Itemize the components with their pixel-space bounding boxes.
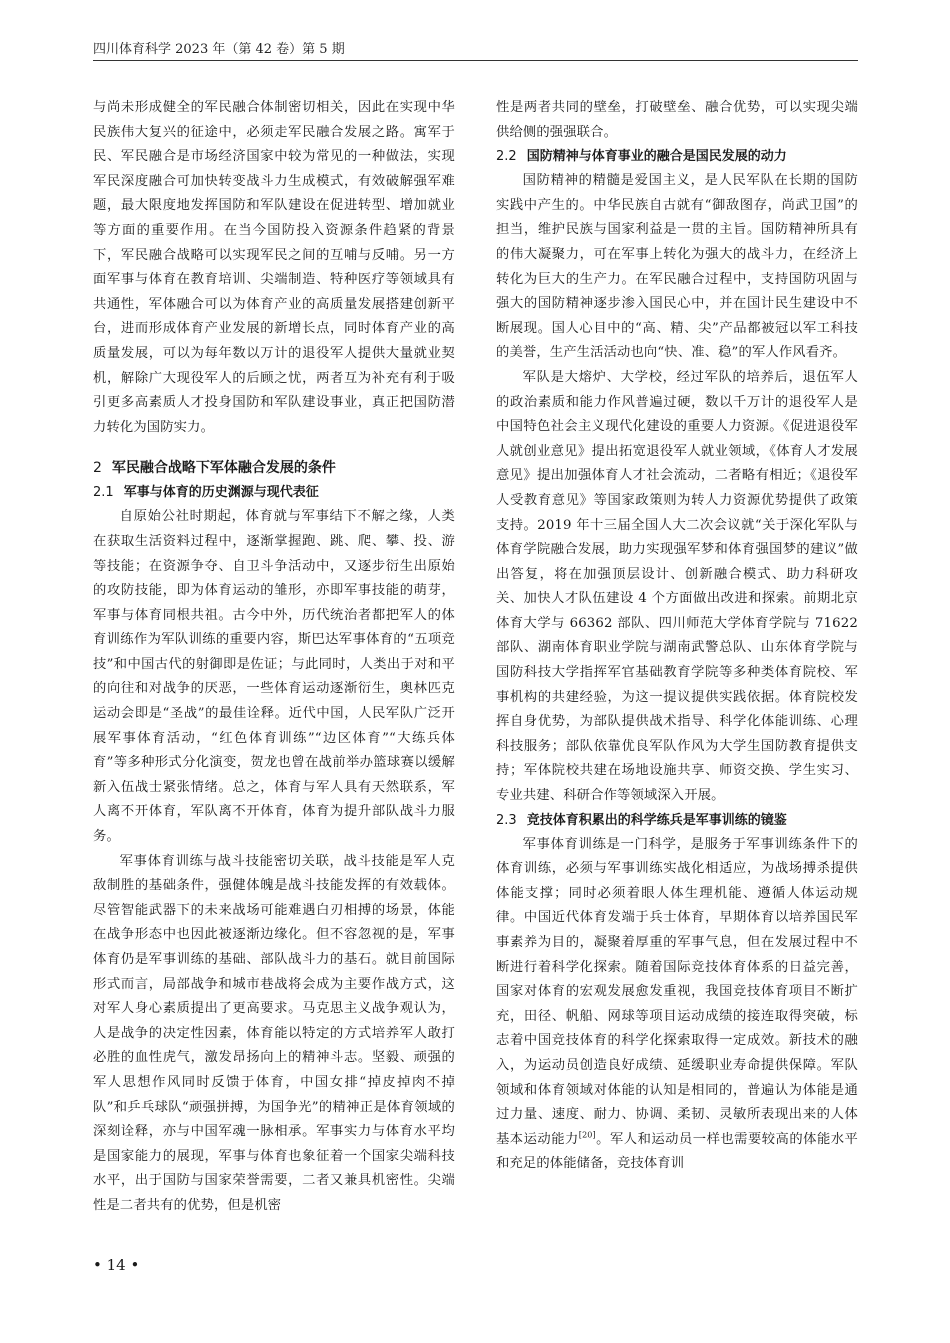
- citation-ref: [20]: [578, 1130, 596, 1140]
- page-number: • 14 •: [93, 1256, 140, 1274]
- left-column: [93, 96, 455, 1219]
- header-rule: [93, 60, 858, 61]
- subsection-number: 2.1: [93, 485, 114, 501]
- paragraph: 军事体育训练与战斗技能密切关联，战斗技能是军人克敌制胜的基础条件，强健体魄是战斗技能发挥的有效载体。尽管智能武器下的未来战场可能难遇白刃相搏的场景，体能在战争形态中也因此被逐渐边缘化。但不容忽视的是，军事体育仍是军事训练的基础、部队战斗力的基石。就目前国际形式而言，局部战争和城市巷战将会成为主要作战方式，这对军人身心素质提出了更高要求。马克思主义战争观认为，人是战争的决定性因素，体育能以特定的方式培养军人敢打必胜的血性虎气，激发昂扬向上的精神斗志。坚毅、顽强的军人思想作风同时反馈于体育，中国女排“掉皮掉肉不掉队”和乒乓球队“顽强拼搏，为国争光”的精神正是体育领域的深刻诠释，亦与中国军魂一脉相承。军事实力与体育水平均是国家能力的展现，军事与体育也象征着一个国家尖端科技水平，出于国防与国家荣誉需要，二者又兼具机密性。尖端性是二者共有的优势，但是机密: [93, 853, 456, 1213]
- paragraph: 与尚未形成健全的军民融合体制密切相关，因此在实现中华民族伟大复兴的征途中，必须走军民融合发展之路。寓军于民、军民融合是市场经济国家中较为常见的一种做法，实现军民深度融合可加快转变战斗力生成模式，有效破解强军难题，最大限度地发挥国防和军队建设在促进转型、增加就业等方面的重要作用。在当今国防投入资源条件趋紧的背景下，军民融合战略可以实现军民之间的互哺与反哺。另一方面军事与体育在教育培训、尖端制造、特种医疗等领域具有共通性，军体融合可以为体育产业的高质量发展搭建创新平台，进而形成体育产业发展的新增长点，同时体育产业的高质量发展，可以为每年数以万计的退役军人提供大量就业契机，解除广大现役军人的后顾之忧，两者互为补充有利于吸引更多高素质人才投身国防和军队建设事业，真正把国防潜力转化为国防实力。: [93, 100, 455, 435]
- subsection-heading-2-1: [93, 481, 455, 505]
- paragraph: 自原始公社时期起，体育就与军事结下不解之缘，人类在获取生活资料过程中，逐渐掌握跑、跳、爬、攀、投、游等技能；在资源争夺、自卫斗争活动中，又逐步衍生出原始的攻防技能，即为体育运动的雏形，亦即军事技能的萌芽，军事与体育同根共祖。古今中外，历代统治者都把军人的体育训练作为军队训练的重要内容，斯巴达军事体育的“五项竞技”和中国古代的射御即是佐证；与此同时，人类出于对和平的向往和对战争的厌恶，一些体育运动逐渐衍生，奥林匹克运动会即是“圣战”的最佳诠释。近代中国，人民军队广泛开展军事体育活动，“红色体育训练”“边区体育”“大练兵体育”等多种形式分化演变，贺龙也曾在战前举办篮球赛以缓解新入伍战士紧张情绪。总之，体育与军人具有天然联系，军人离不开体育，军队离不开体育，体育为提升部队战斗力服务。: [93, 509, 455, 845]
- section-number: 2: [93, 460, 102, 477]
- section-heading-2: [93, 456, 455, 481]
- paragraph-text: 。军人和运动员一样也需要较高的体能水平和充足的体能储备，竞技体育训: [496, 1131, 858, 1172]
- subsection-number: 2.3: [496, 812, 517, 828]
- paragraph: 军队是大熔炉、大学校，经过军队的培养后，退伍军人的政治素质和能力作风普遍过硬，数以千万计的退役军人是中国特色社会主义现代化建设的重要人力资源。《促进退役军人就创业意见》提出拓宽退役军人就业领域，《体育人才发展意见》提出加强体育人才社会流动，二者略有相近；《退役军人受教育意见》等国家政策则为转人力资源优势提供了政策支持。2019 年十三届全国人大二次会议就“关于深化军队与体育学院融合发展，助力实现强军梦和体育强国梦的建议”做出答复，将在加强顶层设计、创新融合模式、助力科研攻关、加快人才队伍建设 4 个方面做出改进和探索。前期北京体育大学与 66362 部队、四川师范大学体育学院与 71622 部队、湖南体育职业学院与湖南武警总队、山东体育学院与国防科技大学指挥军官基础教育学院等多种类体育院校、军事机构的共建经验，为这一提议提供实践依据。体育院校发挥自身优势，为部队提供战术指导、科学化体能训练、心理科技服务；部队依靠优良军队作风为大学生国防教育提供支持；军体院校共建在场地设施共享、师资交换、学生实习、专业共建、科研合作等领域深入开展。: [496, 369, 858, 804]
- subsection-number: 2.2: [496, 149, 517, 165]
- running-header: 四川体育科学 2023 年（第 42 卷）第 5 期: [93, 42, 345, 57]
- subsection-title: 竞技体育积累出的科学练兵是军事训练的镜鉴: [526, 812, 787, 828]
- subsection-heading-2-3: [496, 809, 858, 833]
- subsection-title: 国防精神与体育事业的融合是国民发展的动力: [526, 149, 787, 165]
- section-title: 军民融合战略下军体融合发展的条件: [111, 460, 336, 477]
- right-column: [496, 96, 858, 1177]
- paragraph: 国防精神的精髓是爱国主义，是人民军队在长期的国防实践中产生的。中华民族自古就有“御敌图存，尚武卫国”的担当，维护民族与国家利益是一贯的主旨。国防精神所具有的伟大凝聚力，可在军事上转化为强大的战斗力，在经济上转化为巨大的生产力。在军民融合过程中，支持国防巩固与强大的国防精神逐步渗入国民心中，并在国计民生建设中不断展现。国人心目中的“高、精、尖”产品都被冠以军工科技的美誉，生产生活活动也向“快、准、稳”的军人作风看齐。: [496, 173, 858, 361]
- paragraph: [496, 833, 858, 1177]
- subsection-heading-2-2: [496, 145, 858, 169]
- subsection-title: 军事与体育的历史渊源与现代表征: [123, 485, 319, 501]
- paragraph-text: 军事体育训练是一门科学，是服务于军事训练条件下的体育训练，必须与军事训练实战化相适应，为战场搏杀提供体能支撑；同时必须着眼人体生理机能、遵循人体运动规律。中国近代体育发端于兵士体育，早期体育以培养国民军事素养为目的，凝聚着厚重的军事气息，但在发展过程中不断进行着科学化探索。随着国际竞技体育体系的日益完善，国家对体育的宏观发展愈发重视，我国竞技体育项目不断扩充，田径、帆船、网球等项目运动成绩的接连取得突破，标志着中国竞技体育的科学化探索取得一定成效。新技术的融入，为运动员创造良好成绩、延缓职业寿命提供保障。军队领域和体育领域对体能的认知是相同的，普遍认为体能是通过力量、速度、耐力、协调、柔韧、灵敏所表现出来的人体基本运动能力: [496, 836, 858, 1147]
- section-gap: [93, 440, 455, 456]
- paragraph: 性是两者共同的壁垒，打破壁垒、融合优势，可以实现尖端供给侧的强强联合。: [496, 100, 858, 140]
